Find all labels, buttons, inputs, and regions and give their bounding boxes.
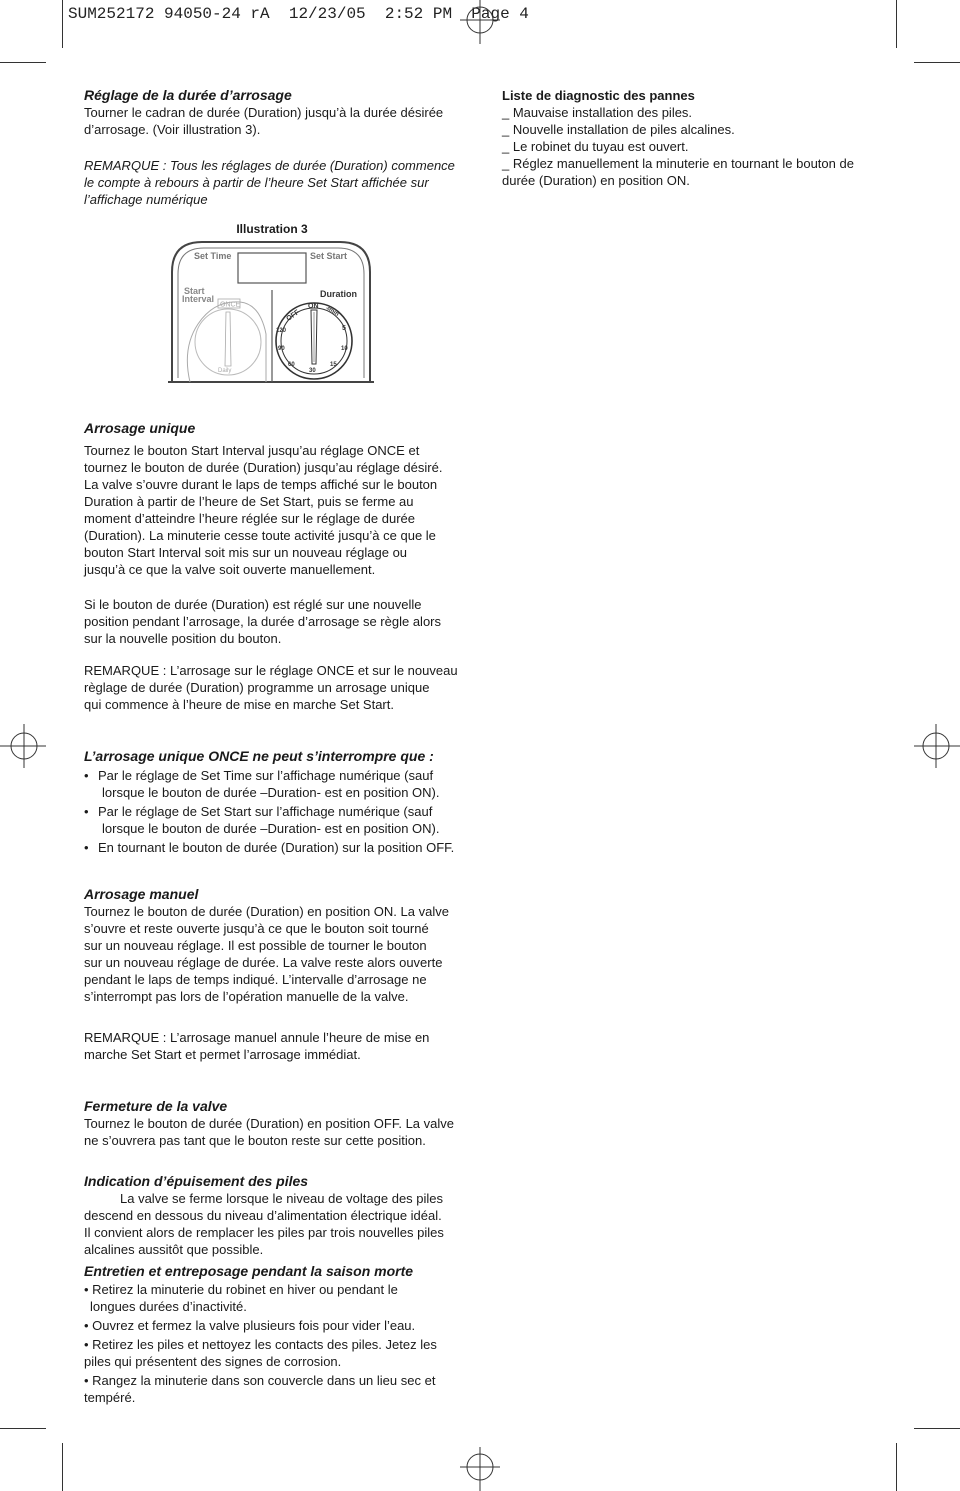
- set-start-label: Set Start: [310, 251, 348, 261]
- manuel-line: sur un nouveau réglage. Il est possible de tourner le bouton: [84, 938, 427, 953]
- diagnostic-item: _ Mauvaise installation des piles.: [502, 105, 693, 120]
- diagnostic-item: durée (Duration) en position ON.: [502, 173, 690, 188]
- registration-mark-right: [914, 722, 960, 770]
- entretien-item-line2: longues durées d’inactivité.: [90, 1299, 247, 1314]
- dial-15: 15: [330, 362, 337, 368]
- dial-3min: 3min: [324, 304, 340, 318]
- dial-on: ON: [308, 303, 319, 310]
- crop-mark-bottom-left-h: [0, 1428, 46, 1429]
- diagnostic-item: _ Le robinet du tuyau est ouvert.: [502, 139, 689, 154]
- unique-p1: [84, 442, 504, 578]
- entretien-item-line1: Retirez les piles et nettoyez les contacts des piles. Jetez les: [92, 1337, 437, 1352]
- interval-label: Interval: [182, 294, 215, 304]
- reglage-line-1: Tourner le cadran de durée (Duration) jusqu’à la durée désirée: [84, 105, 444, 120]
- manuel-line: Tournez le bouton de durée (Duration) en position ON. La valve: [84, 904, 449, 919]
- unique-p3-line: qui commence à l’heure de mise en marche Set Start.: [84, 697, 394, 712]
- manuel-section: [84, 885, 504, 1063]
- list-item: • Retirez les piles et nettoyez les contacts des piles. Jetez les piles qui présentent des signes de corrosion.: [84, 1336, 504, 1370]
- crop-mark-bottom-right-h: [914, 1428, 960, 1429]
- interrupt-item-line1: Par le réglage de Set Start sur l’affichage numérique (sauf: [98, 804, 433, 819]
- timer-illustration: [168, 238, 374, 384]
- list-item: [84, 839, 504, 856]
- dial-10: 10: [341, 346, 348, 352]
- manuel-line: pendant le laps de temps indiqué. L’intervalle d’arrosage ne: [84, 972, 427, 987]
- start-label: Start: [184, 286, 205, 296]
- interrupt-item-line2: lorsque le bouton de durée –Duration- est en position ON).: [102, 821, 440, 836]
- unique-p1-line: La valve s’ouvre durant le laps de temps affiché sur le bouton: [84, 477, 438, 492]
- reglage-remarque-1: REMARQUE : Tous les réglages de durée (Duration) commence: [84, 158, 455, 173]
- unique-p1-line: Duration à partir de l’heure de Set Start, puis se ferme au: [84, 494, 414, 509]
- list-item: [84, 803, 504, 837]
- fermeture-line: Tournez le bouton de durée (Duration) en position OFF. La valve: [84, 1116, 454, 1131]
- list-item: • Rangez la minuterie dans son couvercle dans un lieu sec et tempéré.: [84, 1372, 504, 1406]
- unique-p2-line: sur la nouvelle position du bouton.: [84, 631, 282, 646]
- entretien-title: Entretien et entreposage pendant la saison morte: [84, 1263, 414, 1279]
- interrupt-item-line2: lorsque le bouton de durée –Duration- est en position ON).: [102, 785, 440, 800]
- crop-mark-top-left-h: [0, 62, 46, 63]
- dial-off: OFF: [285, 308, 301, 323]
- manuel-title: Arrosage manuel: [84, 886, 199, 902]
- list-item: • Retirez la minuterie du robinet en hiver ou pendant le longues durées d’inactivité.: [84, 1281, 504, 1315]
- fermeture-section: [84, 1097, 504, 1149]
- piles-title: Indication d’épuisement des piles: [84, 1173, 309, 1189]
- list-item: [84, 767, 504, 801]
- piles-line: Il convient alors de remplacer les piles par trois nouvelles piles: [84, 1225, 444, 1240]
- set-time-label: Set Time: [194, 251, 232, 261]
- entretien-item-line2: tempéré.: [84, 1390, 136, 1405]
- unique-p3: [84, 662, 504, 713]
- diagnostic-title: Liste de diagnostic des pannes: [502, 88, 695, 103]
- crop-mark-bottom-left: [62, 1443, 63, 1491]
- manuel-line: s’interrompt pas lors de l’opération manuelle de la valve.: [84, 989, 409, 1004]
- unique-p2-line: Si le bouton de durée (Duration) est réglé sur une nouvelle: [84, 597, 422, 612]
- unique-p3-line: REMARQUE : L’arrosage sur le réglage ONCE et sur le nouveau: [84, 663, 458, 678]
- dial-60: 60: [288, 362, 295, 368]
- unique-section: [84, 419, 504, 713]
- unique-p1-line: tournez le bouton de durée (Duration) jusqu’au réglage désiré.: [84, 460, 443, 475]
- registration-mark-top: [456, 0, 504, 44]
- interrupt-item-line1: Par le réglage de Set Time sur l’affichage numérique (sauf: [98, 768, 434, 783]
- crop-mark-top-right: [896, 0, 897, 48]
- fermeture-line: ne s’ouvrera pas tant que le bouton reste sur cette position.: [84, 1133, 426, 1148]
- unique-p3-line: règlage de durée (Duration) programme un arrosage unique: [84, 680, 430, 695]
- list-item: • Ouvrez et fermez la valve plusieurs fois pour vider l’eau.: [84, 1318, 416, 1333]
- reglage-title: Réglage de la durée d’arrosage: [84, 87, 292, 103]
- piles-line: descend en dessous du niveau d’alimentation électrique idéal.: [84, 1208, 442, 1223]
- dial-90: 90: [278, 346, 285, 352]
- interrupt-section: [84, 747, 504, 856]
- reglage-line-2: d’arrosage. (Voir illustration 3).: [84, 122, 261, 137]
- unique-title: Arrosage unique: [84, 420, 196, 436]
- piles-line: La valve se ferme lorsque le niveau de voltage des piles: [120, 1191, 444, 1206]
- interrupt-list: [84, 767, 504, 856]
- entretien-item-line2: piles qui présentent des signes de corrosion.: [84, 1354, 342, 1369]
- entretien-item-line1: Rangez la minuterie dans son couvercle dans un lieu sec et: [92, 1373, 436, 1388]
- piles-line: alcalines aussitôt que possible.: [84, 1242, 264, 1257]
- registration-mark-left: [0, 722, 46, 770]
- unique-p2-line: position pendant l’arrosage, la durée d’arrosage se règle alors: [84, 614, 441, 629]
- unique-p1-line: moment d’atteindre l’heure réglée sur le réglage de durée: [84, 511, 415, 526]
- crop-mark-bottom-right: [896, 1443, 897, 1491]
- entretien-section: [84, 1262, 504, 1406]
- unique-p1-line: jusqu’à ce que la valve soit ouverte manuellement.: [84, 562, 376, 577]
- entretien-item-line1: Retirez la minuterie du robinet en hiver ou pendant le: [92, 1282, 398, 1297]
- dial-120: 120: [276, 328, 287, 334]
- unique-p1-line: bouton Start Interval soit mis sur un nouveau réglage ou: [84, 545, 408, 560]
- reglage-section: [84, 86, 484, 208]
- illustration-caption: Illustration 3: [236, 222, 308, 236]
- manuel-remarque-line: REMARQUE : L’arrosage manuel annule l’heure de mise en: [84, 1030, 430, 1045]
- duration-label: Duration: [320, 289, 357, 299]
- diagnostic-item: _ Réglez manuellement la minuterie en tournant le bouton de: [502, 156, 854, 171]
- fermeture-title: Fermeture de la valve: [84, 1098, 228, 1114]
- unique-p2: [84, 596, 504, 647]
- dial-30: 30: [309, 368, 316, 374]
- manuel-line: sur un nouveau réglage de durée. La valve reste alors ouverte: [84, 955, 443, 970]
- dial-5: 5: [342, 325, 346, 332]
- interrupt-title: L’arrosage unique ONCE ne peut s’interrompre que :: [84, 748, 434, 764]
- print-slug: SUM252172 94050-24 rA 12/23/05 2:52 PM Page 4: [68, 5, 529, 23]
- daily-label: Daily: [218, 368, 232, 374]
- crop-mark-top-left: [62, 0, 63, 48]
- unique-p1-line: Tournez le bouton Start Interval jusqu’au réglage ONCE et: [84, 443, 420, 458]
- manuel-line: s’ouvre et reste ouverte jusqu’à ce que le bouton soit tourné: [84, 921, 429, 936]
- unique-p1-line: (Duration). La minuterie cesse toute activité jusqu’à ce que le: [84, 528, 436, 543]
- diagnostic-section: [502, 87, 882, 189]
- diagnostic-item: _ Nouvelle installation de piles alcalines.: [502, 122, 735, 137]
- reglage-remarque-2: le compte à rebours à partir de l’heure Set Start affichée sur: [84, 175, 429, 190]
- once-label: ONCE: [220, 301, 241, 309]
- entretien-item-line1: Ouvrez et fermez la valve plusieurs fois pour vider l’eau.: [92, 1318, 416, 1333]
- piles-section: [84, 1172, 504, 1258]
- manuel-remarque-line: marche Set Start et permet l’arrosage immédiat.: [84, 1047, 361, 1062]
- interrupt-item-line1: En tournant le bouton de durée (Duration) sur la position OFF.: [98, 840, 455, 855]
- crop-mark-top-right-h: [914, 62, 960, 63]
- registration-mark-bottom: [456, 1447, 504, 1491]
- reglage-remarque-3: l’affichage numérique: [84, 192, 208, 207]
